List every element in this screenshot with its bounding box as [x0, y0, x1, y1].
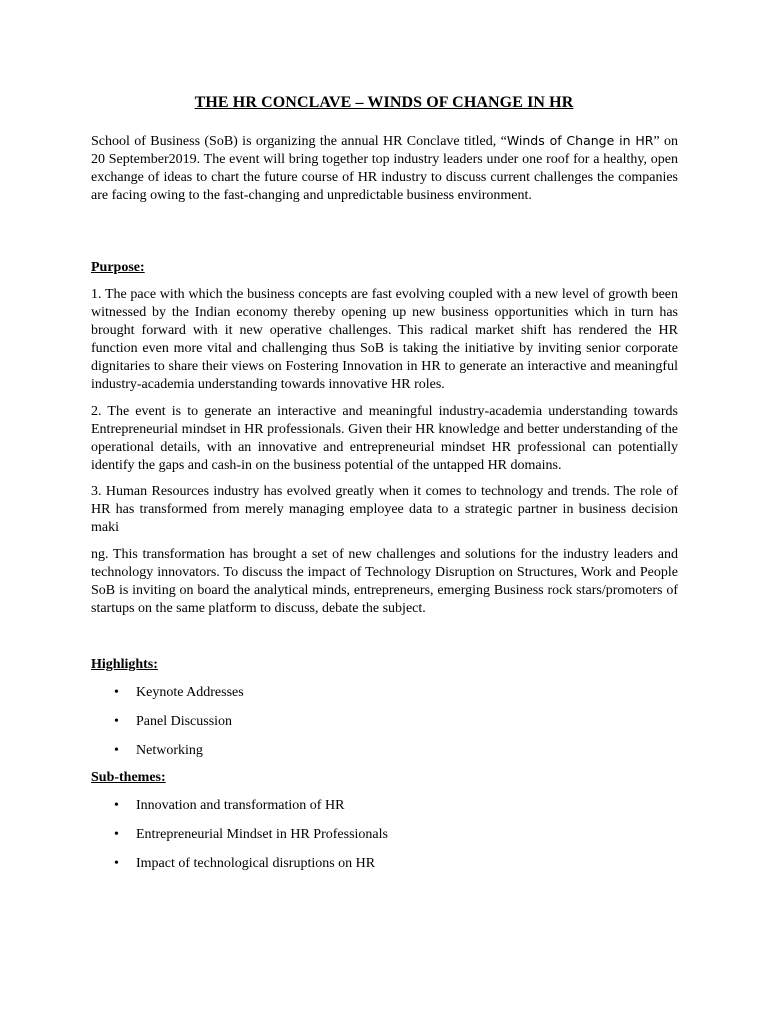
bullet-icon: •	[114, 714, 119, 729]
list-item: • Panel Discussion	[114, 714, 233, 729]
purpose-paragraph-2: 2. The event is to generate an interactive and meaningful industry-academia understanding towards Entrepreneurial mindset in HR professionals. Given their HR knowledge and better understanding of the operational details, with an innovative and entrepreneurial mindset HR professional can potentially identify the gaps and cash-in on the business potential of the untapped HR domains.	[91, 404, 678, 473]
event-name: Winds of Change in HR	[506, 133, 654, 148]
intro-text-before: School of Business (SoB) is organizing the annual HR Conclave titled, “	[91, 134, 507, 149]
list-item: • Impact of technological disruptions on HR	[114, 856, 376, 871]
bullet-icon: •	[114, 827, 119, 842]
bullet-icon: •	[114, 798, 119, 813]
purpose-paragraph-3: 3. Human Resources industry has evolved greatly when it comes to technology and trends. The role of HR has transformed from merely managing employee data to a strategic partner in business decision maki	[91, 484, 678, 535]
intro-paragraph	[91, 132, 678, 205]
bullet-icon: •	[114, 856, 119, 871]
list-item: • Entrepreneurial Mindset in HR Professionals	[114, 827, 388, 842]
bullet-icon: •	[114, 743, 119, 758]
page-title: THE HR CONCLAVE – WINDS OF CHANGE IN HR	[194, 94, 574, 111]
list-item: • Networking	[114, 743, 203, 758]
purpose-paragraph-1: 1. The pace with which the business concepts are fast evolving coupled with a new level of growth been witnessed by the Indian economy thereby opening up new business opportunities which in turn has brought forward with it new operative challenges. This radical market shift has rendered the HR function even more vital and challenging thus SoB is taking the initiative by inviting senior corporate dignitaries to share their views on Fostering Innovation in HR to generate an interactive and meaningful industry-academia understanding towards innovative HR roles.	[91, 287, 678, 392]
bullet-icon: •	[114, 685, 119, 700]
subthemes-list	[91, 797, 388, 884]
purpose-paragraph-4: ng. This transformation has brought a set of new challenges and solutions for the industry leaders and technology innovators. To discuss the impact of Technology Disruption on Structures, Work and People SoB is inviting on board the analytical minds, entrepreneurs, emerging Business rock stars/promoters of startups on the same platform to discuss, debate the subject.	[91, 547, 678, 616]
highlights-heading: Highlights:	[91, 657, 158, 672]
intro-text-after: ” on 20 September2019. The event will bring together top industry leaders under one roof for a healthy, open exchange of ideas to chart the future course of HR industry to discuss current challenges the companies are facing owing to the fast-changing and unpredictable business environment.	[91, 134, 678, 203]
purpose-heading: Purpose:	[91, 260, 145, 275]
list-item: • Keynote Addresses	[114, 685, 244, 700]
subthemes-heading: Sub-themes:	[91, 770, 166, 785]
highlights-list	[91, 684, 244, 771]
list-item: • Innovation and transformation of HR	[114, 798, 345, 813]
